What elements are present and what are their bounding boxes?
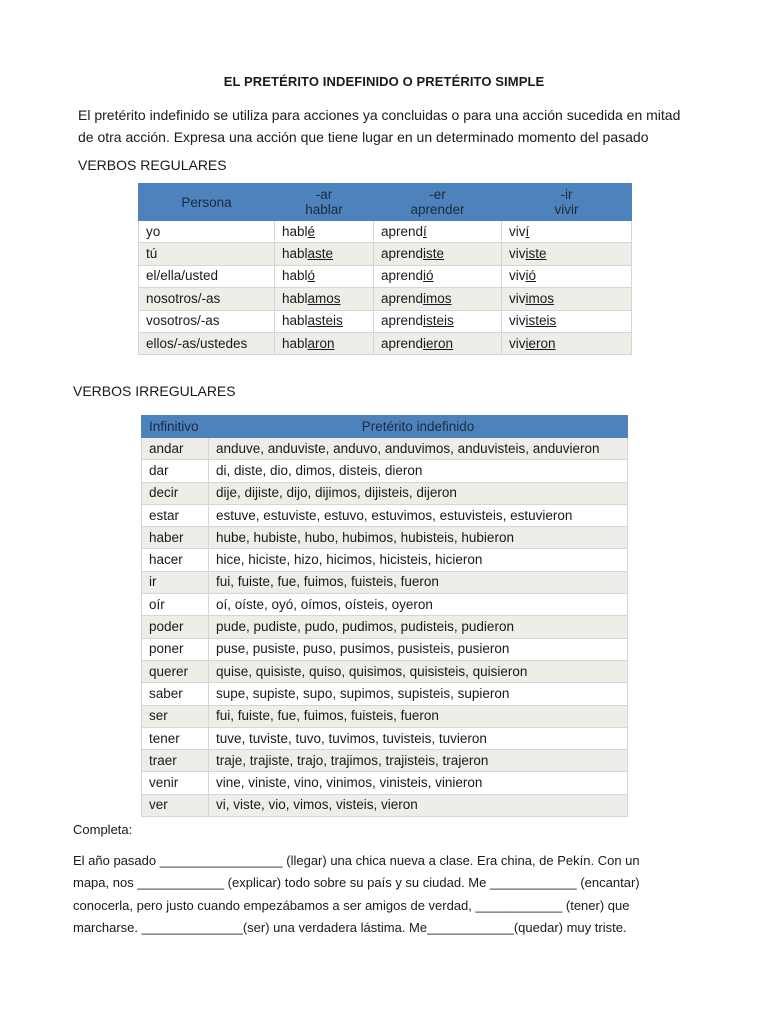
table-row [142, 794, 628, 816]
preterite-forms-cell: oí, oíste, oyó, oímos, oísteis, oyeron [209, 594, 628, 616]
preterite-forms-cell: fui, fuiste, fue, fuimos, fuisteis, fueron [209, 705, 628, 727]
preterite-forms-cell: di, diste, dio, dimos, disteis, dieron [209, 460, 628, 482]
table-row [142, 482, 628, 504]
conjugation-cell-ir [502, 243, 632, 265]
infinitive-cell: poder [142, 616, 209, 638]
verb-ending: imos [525, 290, 555, 306]
verb-ending: ó [307, 268, 316, 284]
table-row [142, 571, 628, 593]
preterite-forms-cell: fui, fuiste, fue, fuimos, fuisteis, fueron [209, 571, 628, 593]
persona-cell: el/ella/usted [139, 265, 275, 287]
header-ar [275, 184, 374, 221]
verb-stem: viv [509, 246, 526, 262]
regular-verbs-table [138, 183, 632, 355]
table-row [142, 727, 628, 749]
infinitive-cell: estar [142, 504, 209, 526]
conjugation-cell-er [374, 288, 502, 310]
verb-ending: iste [423, 246, 445, 262]
verb-stem: aprend [381, 290, 424, 306]
preterite-forms-cell: pude, pudiste, pudo, pudimos, pudisteis, pudieron [209, 616, 628, 638]
infinitive-cell: saber [142, 683, 209, 705]
exercise-label: Completa: [73, 822, 133, 837]
conjugation-cell-ir [502, 310, 632, 332]
regular-verbs-heading: VERBOS REGULARES [78, 157, 227, 173]
conjugation-cell-ir [502, 332, 632, 354]
preterite-forms-cell: hice, hiciste, hizo, hicimos, hicisteis, hicieron [209, 549, 628, 571]
conjugation-cell-ir [502, 221, 632, 243]
table-row [142, 438, 628, 460]
verb-ending: isteis [525, 313, 557, 329]
verb-stem: viv [509, 290, 526, 306]
conjugation-cell-er [374, 221, 502, 243]
exercise-text: El año pasado _________________ (llegar) una chica nueva a clase. Era china, de Pekín. Con un mapa, nos ____________ (explicar) todo sobre su país y su ciudad. Me ____________ (encantar) conocerla, pero justo cuando empezábamos a ser amigos de verdad, ____________ (tener) que marcharse. ______________(ser) una verdadera lástima. Me____________(quedar) muy triste. [73, 853, 640, 936]
irregular-verbs-table [141, 415, 628, 817]
conjugation-cell-er [374, 332, 502, 354]
verb-ending: ieron [423, 335, 454, 351]
infinitive-cell: oír [142, 594, 209, 616]
infinitive-cell: querer [142, 660, 209, 682]
header-er-ending: -er [429, 187, 446, 202]
infinitive-cell: tener [142, 727, 209, 749]
irregular-verbs-heading: VERBOS IRREGULARES [73, 383, 236, 399]
header-ar-ending: -ar [315, 187, 333, 202]
conjugation-cell-er [374, 243, 502, 265]
conjugation-cell-ar [275, 310, 374, 332]
table-row [142, 705, 628, 727]
persona-cell: tú [139, 243, 275, 265]
verb-stem: viv [509, 335, 526, 351]
preterite-forms-cell: dije, dijiste, dijo, dijimos, dijisteis, dijeron [209, 482, 628, 504]
infinitive-cell: venir [142, 772, 209, 794]
verb-ending: ió [423, 268, 434, 284]
verb-stem: viv [509, 313, 526, 329]
verb-ending: aron [307, 335, 335, 351]
infinitive-cell: decir [142, 482, 209, 504]
header-preterito: Pretérito indefinido [209, 416, 628, 438]
verb-stem: habl [282, 268, 308, 284]
preterite-forms-cell: hube, hubiste, hubo, hubimos, hubisteis, hubieron [209, 527, 628, 549]
conjugation-cell-er [374, 310, 502, 332]
verb-ending: isteis [423, 313, 454, 329]
header-persona: Persona [139, 184, 275, 221]
table-row [142, 638, 628, 660]
verb-ending: é [307, 223, 316, 239]
preterite-forms-cell: vine, viniste, vino, vinimos, vinisteis, vinieron [209, 772, 628, 794]
verb-ending: aste [307, 246, 334, 262]
infinitive-cell: hacer [142, 549, 209, 571]
conjugation-cell-ar [275, 265, 374, 287]
table-row [142, 750, 628, 772]
preterite-forms-cell: traje, trajiste, trajo, trajimos, trajisteis, trajeron [209, 750, 628, 772]
preterite-forms-cell: puse, pusiste, puso, pusimos, pusisteis, pusieron [209, 638, 628, 660]
infinitive-cell: traer [142, 750, 209, 772]
header-ir-verb: vivir [554, 202, 579, 217]
verb-stem: viv [509, 223, 526, 239]
persona-cell: vosotros/-as [139, 310, 275, 332]
conjugation-cell-ir [502, 265, 632, 287]
table-row [142, 616, 628, 638]
verb-stem: habl [282, 223, 308, 239]
persona-cell: nosotros/-as [139, 288, 275, 310]
table-row [142, 549, 628, 571]
table-header-row [139, 184, 632, 221]
conjugation-cell-ar [275, 332, 374, 354]
verb-stem: aprend [381, 313, 424, 329]
verb-ending: í [423, 223, 427, 239]
conjugation-cell-er [374, 265, 502, 287]
header-er-verb: aprender [410, 202, 465, 217]
table-row [142, 772, 628, 794]
verb-stem: habl [282, 290, 308, 306]
table-row [142, 527, 628, 549]
preterite-forms-cell: anduve, anduviste, anduvo, anduvimos, anduvisteis, anduvieron [209, 438, 628, 460]
table-row [139, 243, 632, 265]
infinitive-cell: ser [142, 705, 209, 727]
conjugation-cell-ar [275, 221, 374, 243]
infinitive-cell: dar [142, 460, 209, 482]
table-row [142, 504, 628, 526]
verb-ending: í [525, 223, 530, 239]
preterite-forms-cell: supe, supiste, supo, supimos, supisteis, supieron [209, 683, 628, 705]
verb-ending: imos [423, 290, 452, 306]
infinitive-cell: andar [142, 438, 209, 460]
verb-ending: ió [525, 268, 537, 284]
preterite-forms-cell: tuve, tuviste, tuvo, tuvimos, tuvisteis, tuvieron [209, 727, 628, 749]
persona-cell: yo [139, 221, 275, 243]
table-row [142, 683, 628, 705]
table-row [139, 265, 632, 287]
infinitive-cell: poner [142, 638, 209, 660]
infinitive-cell: ir [142, 571, 209, 593]
header-ir-ending: -ir [560, 187, 573, 202]
verb-ending: asteis [307, 313, 343, 329]
verb-stem: aprend [381, 246, 424, 262]
table-header-row [142, 416, 628, 438]
verb-stem: aprend [381, 335, 424, 351]
persona-cell: ellos/-as/ustedes [139, 332, 275, 354]
table-row [139, 288, 632, 310]
verb-ending: ieron [525, 335, 556, 351]
verb-ending: iste [525, 246, 547, 262]
table-row [142, 660, 628, 682]
table-row [139, 310, 632, 332]
table-row [139, 332, 632, 354]
verb-ending: amos [307, 290, 341, 306]
verb-stem: aprend [381, 268, 424, 284]
preterite-forms-cell: vi, viste, vio, vimos, visteis, vieron [209, 794, 628, 816]
verb-stem: habl [282, 246, 308, 262]
table-row [139, 221, 632, 243]
table-row [142, 594, 628, 616]
header-ar-verb: hablar [305, 202, 343, 217]
verb-stem: viv [509, 268, 526, 284]
header-er [374, 184, 502, 221]
conjugation-cell-ar [275, 243, 374, 265]
table-row [142, 460, 628, 482]
page-title: EL PRETÉRITO INDEFINIDO O PRETÉRITO SIMPLE [223, 74, 545, 89]
verb-stem: habl [282, 313, 308, 329]
preterite-forms-cell: estuve, estuviste, estuvo, estuvimos, estuvisteis, estuvieron [209, 504, 628, 526]
verb-stem: habl [282, 335, 308, 351]
intro-paragraph: El pretérito indefinido se utiliza para acciones ya concluidas o para una acción sucedida en mitad de otra acción. Expresa una acción que tiene lugar en un determinado momento del pasado [78, 107, 681, 145]
verb-stem: aprend [381, 223, 424, 239]
header-ir [502, 184, 632, 221]
preterite-forms-cell: quise, quisiste, quiso, quisimos, quisisteis, quisieron [209, 660, 628, 682]
conjugation-cell-ir [502, 288, 632, 310]
conjugation-cell-ar [275, 288, 374, 310]
infinitive-cell: ver [142, 794, 209, 816]
infinitive-cell: haber [142, 527, 209, 549]
header-infinitivo: Infinitivo [142, 416, 209, 438]
